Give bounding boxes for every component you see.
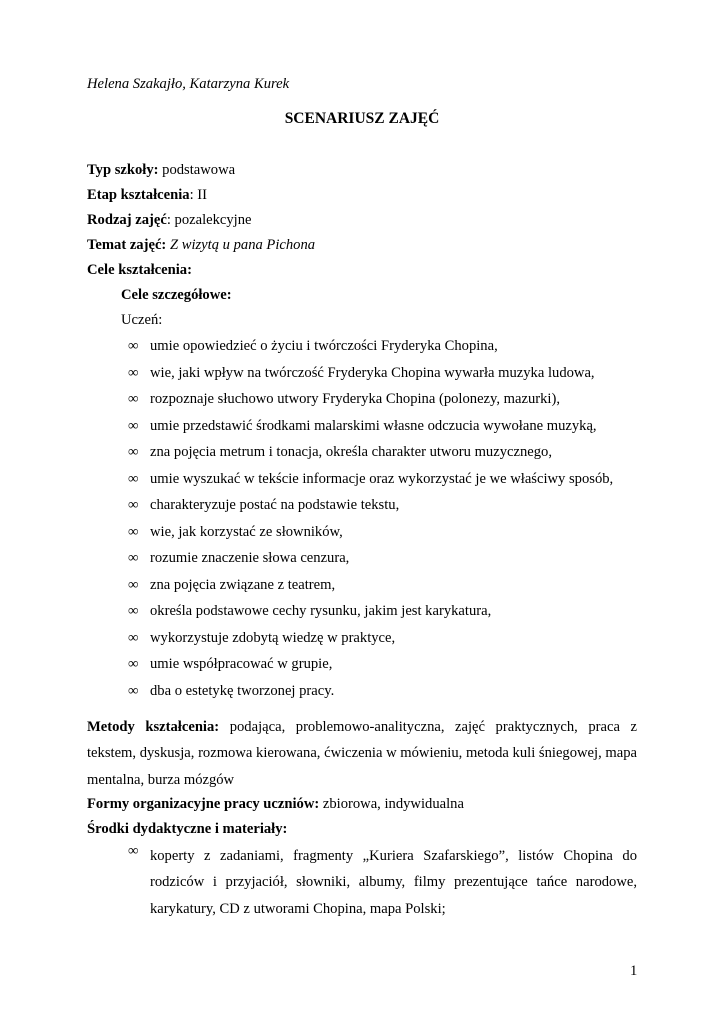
infinity-bullet-icon: ∞	[128, 470, 139, 487]
goal-text: rozumie znaczenie słowa cenzura,	[150, 550, 350, 566]
class-type-line	[87, 212, 252, 229]
authors: Helena Szakajło, Katarzyna Kurek	[87, 76, 290, 92]
document-title: SCENARIUSZ ZAJĘĆ	[284, 110, 440, 127]
methods-paragraph	[87, 714, 637, 793]
school-type-line	[87, 162, 235, 179]
materials-heading: Środki dydaktyczne i materiały:	[87, 821, 288, 837]
goal-item	[128, 628, 613, 655]
school-type-label: Typ szkoły:	[87, 162, 159, 178]
stage-label: Etap kształcenia	[87, 187, 190, 203]
school-type-value: podstawowa	[158, 162, 236, 178]
detailed-goals-heading: Cele szczegółowe:	[121, 287, 232, 303]
methods-value: podająca, problemowo-analityczna, zajęć praktycznych, praca z tekstem, dyskusja, rozmowa kierowana, ćwiczenia w mówieniu, metoda kuli śniegowej, mapa mentalna, burza mózgów	[87, 719, 637, 788]
goal-item	[128, 469, 613, 496]
stage-line	[87, 187, 207, 204]
goal-item	[128, 654, 613, 681]
goal-text: zna pojęcia związane z teatrem,	[150, 576, 336, 593]
infinity-bullet-icon: ∞	[128, 364, 139, 381]
forms-label: Formy organizacyjne pracy uczniów:	[87, 796, 320, 812]
goals-list	[128, 336, 613, 707]
class-type-value: : pozalekcyjne	[166, 212, 252, 228]
goal-text: dba o estetykę tworzonej pracy.	[150, 682, 335, 699]
goal-text: określa podstawowe cechy rysunku, jakim jest karykatura,	[150, 603, 492, 619]
topic-line	[87, 237, 315, 254]
infinity-bullet-icon: ∞	[128, 444, 139, 460]
infinity-bullet-icon: ∞	[128, 391, 139, 407]
goal-text: umie wyszukać w tekście informacje oraz wykorzystać je we właściwy sposób,	[150, 470, 614, 487]
topic-label: Temat zajęć:	[87, 237, 167, 253]
materials-list-item	[128, 843, 637, 922]
goal-item	[128, 495, 613, 522]
goal-item	[128, 363, 613, 390]
goal-item	[128, 336, 613, 363]
goal-text: wykorzystuje zdobytą wiedzę w praktyce,	[150, 629, 396, 646]
goal-text: umie współpracować w grupie,	[150, 656, 333, 672]
goal-item	[128, 416, 613, 443]
infinity-bullet-icon: ∞	[128, 629, 139, 646]
forms-value: zbiorowa, indywidualna	[319, 796, 464, 812]
goal-text: charakteryzuje postać na podstawie tekstu,	[150, 497, 400, 513]
infinity-bullet-icon: ∞	[128, 523, 139, 540]
infinity-bullet-icon: ∞	[128, 603, 139, 619]
goal-item	[128, 575, 613, 602]
infinity-bullet-icon: ∞	[128, 417, 139, 434]
goal-item	[128, 522, 613, 549]
goal-item	[128, 389, 613, 416]
goals-heading: Cele kształcenia:	[87, 262, 192, 278]
stage-value: : II	[189, 187, 207, 203]
goal-text: rozpoznaje słuchowo utwory Fryderyka Chopina (polonezy, mazurki),	[150, 391, 560, 407]
class-type-label: Rodzaj zajęć	[87, 212, 167, 228]
infinity-bullet-icon: ∞	[128, 656, 139, 672]
materials-item-text: koperty z zadaniami, fragmenty „Kuriera Szafarskiego”, listów Chopina do rodziców i przyjaciół, słowniki, albumy, filmy prezentujące tańce narodowe, karykatury, CD z utworami Chopina, mapa Polski;	[149, 848, 637, 917]
page-number: 1	[630, 963, 638, 979]
goal-text: wie, jaki wpływ na twórczość Fryderyka Chopina wywarła muzyka ludowa,	[150, 364, 595, 381]
goal-item	[128, 601, 613, 628]
infinity-bullet-icon: ∞	[128, 338, 139, 354]
methods-label: Metody kształcenia:	[87, 719, 220, 735]
student-label: Uczeń:	[121, 312, 163, 328]
forms-line	[87, 796, 464, 813]
infinity-bullet-icon: ∞	[128, 576, 139, 593]
goal-text: zna pojęcia metrum i tonacja, określa charakter utworu muzycznego,	[150, 444, 552, 460]
goal-item	[128, 442, 613, 469]
infinity-bullet-icon: ∞	[128, 497, 139, 513]
goal-text: umie przedstawić środkami malarskimi własne odczucia wywołane muzyką,	[150, 417, 597, 434]
infinity-bullet-icon: ∞	[128, 682, 139, 699]
infinity-bullet-icon: ∞	[128, 843, 139, 859]
goal-item	[128, 681, 613, 708]
topic-value: Z wizytą u pana Pichona	[166, 237, 316, 253]
infinity-bullet-icon: ∞	[128, 550, 139, 566]
goal-item	[128, 548, 613, 575]
goal-text: umie opowiedzieć o życiu i twórczości Fryderyka Chopina,	[150, 338, 498, 354]
goal-text: wie, jak korzystać ze słowników,	[150, 523, 343, 540]
